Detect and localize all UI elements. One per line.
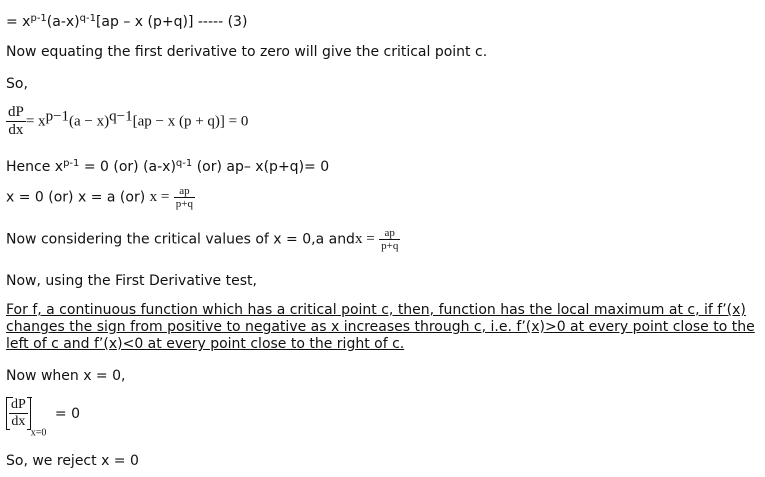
critical-text: Now considering the critical values of x = 0,a and [6,231,355,248]
dp-dx-fraction [9,397,28,430]
equation-3 [6,13,247,31]
fraction-denominator: p+q [175,198,194,210]
evaluation-rhs: = 0 [54,405,80,422]
fraction-numerator: dP [8,104,24,120]
fraction-numerator: ap [379,227,400,240]
eq3-exponent: p-1 [30,13,47,24]
when-x-zero-text: Now when x = 0, [6,368,126,384]
theorem-paragraph: For f, a continuous function which has a critical point c, then, function has the local maximum at c, if f’(x) changes the sign from positive to negative as x increases through c, i.e. f’(x)>0 at every point close to the left of c and f’(x)<0 at every point close to the right of c. [6,302,755,352]
ap-over-pq-fraction [174,185,195,210]
eq1-exponent: q−1 [109,108,133,125]
fraction-denominator: p+q [381,240,399,252]
eq3-part: [ap – x (p+q)] ----- (3) [95,14,248,30]
hence-part: Hence x [6,159,64,175]
equating-text: Now equating the first derivative to zero will give the critical point c. [6,44,488,60]
dp-dx-fraction [6,104,26,139]
roots-line [6,185,195,210]
fraction-numerator: dP [11,397,26,412]
so-text: So, [6,76,28,92]
critical-x-equals: x = [354,231,375,247]
fraction-numerator: ap [174,185,195,198]
first-derivative-test-text: Now, using the First Derivative test, [6,273,257,289]
derivative-evaluation [6,397,80,439]
eq1-part: (a − x) [69,113,110,130]
eq1-part: [ap − x (p + q)] = 0 [132,113,249,130]
eq3-part: = x [6,14,31,30]
derivative-equation [6,104,248,139]
roots-text: x = 0 (or) x = a (or) [6,189,146,206]
ap-over-pq-fraction [379,227,400,252]
critical-values-line [6,227,400,252]
eq3-part: (a-x) [46,14,80,30]
hence-part: = 0 (or) (a-x) [79,159,176,175]
fraction-denominator: dx [8,122,24,138]
eq3-exponent: q-1 [79,13,96,24]
reject-text: So, we reject x = 0 [6,453,139,469]
hence-part: (or) ap– x(p+q)= 0 [192,159,330,175]
roots-x-equals: x = [149,189,170,205]
hence-exponent: p-1 [63,158,80,169]
evaluation-bracket [6,397,31,430]
hence-line [6,158,329,176]
evaluation-subscript: x=0 [30,427,47,439]
fraction-denominator: dx [11,414,26,429]
eq1-exponent: p−1 [45,108,70,125]
eq1-part: = x [25,113,46,130]
hence-exponent: q-1 [175,158,193,169]
